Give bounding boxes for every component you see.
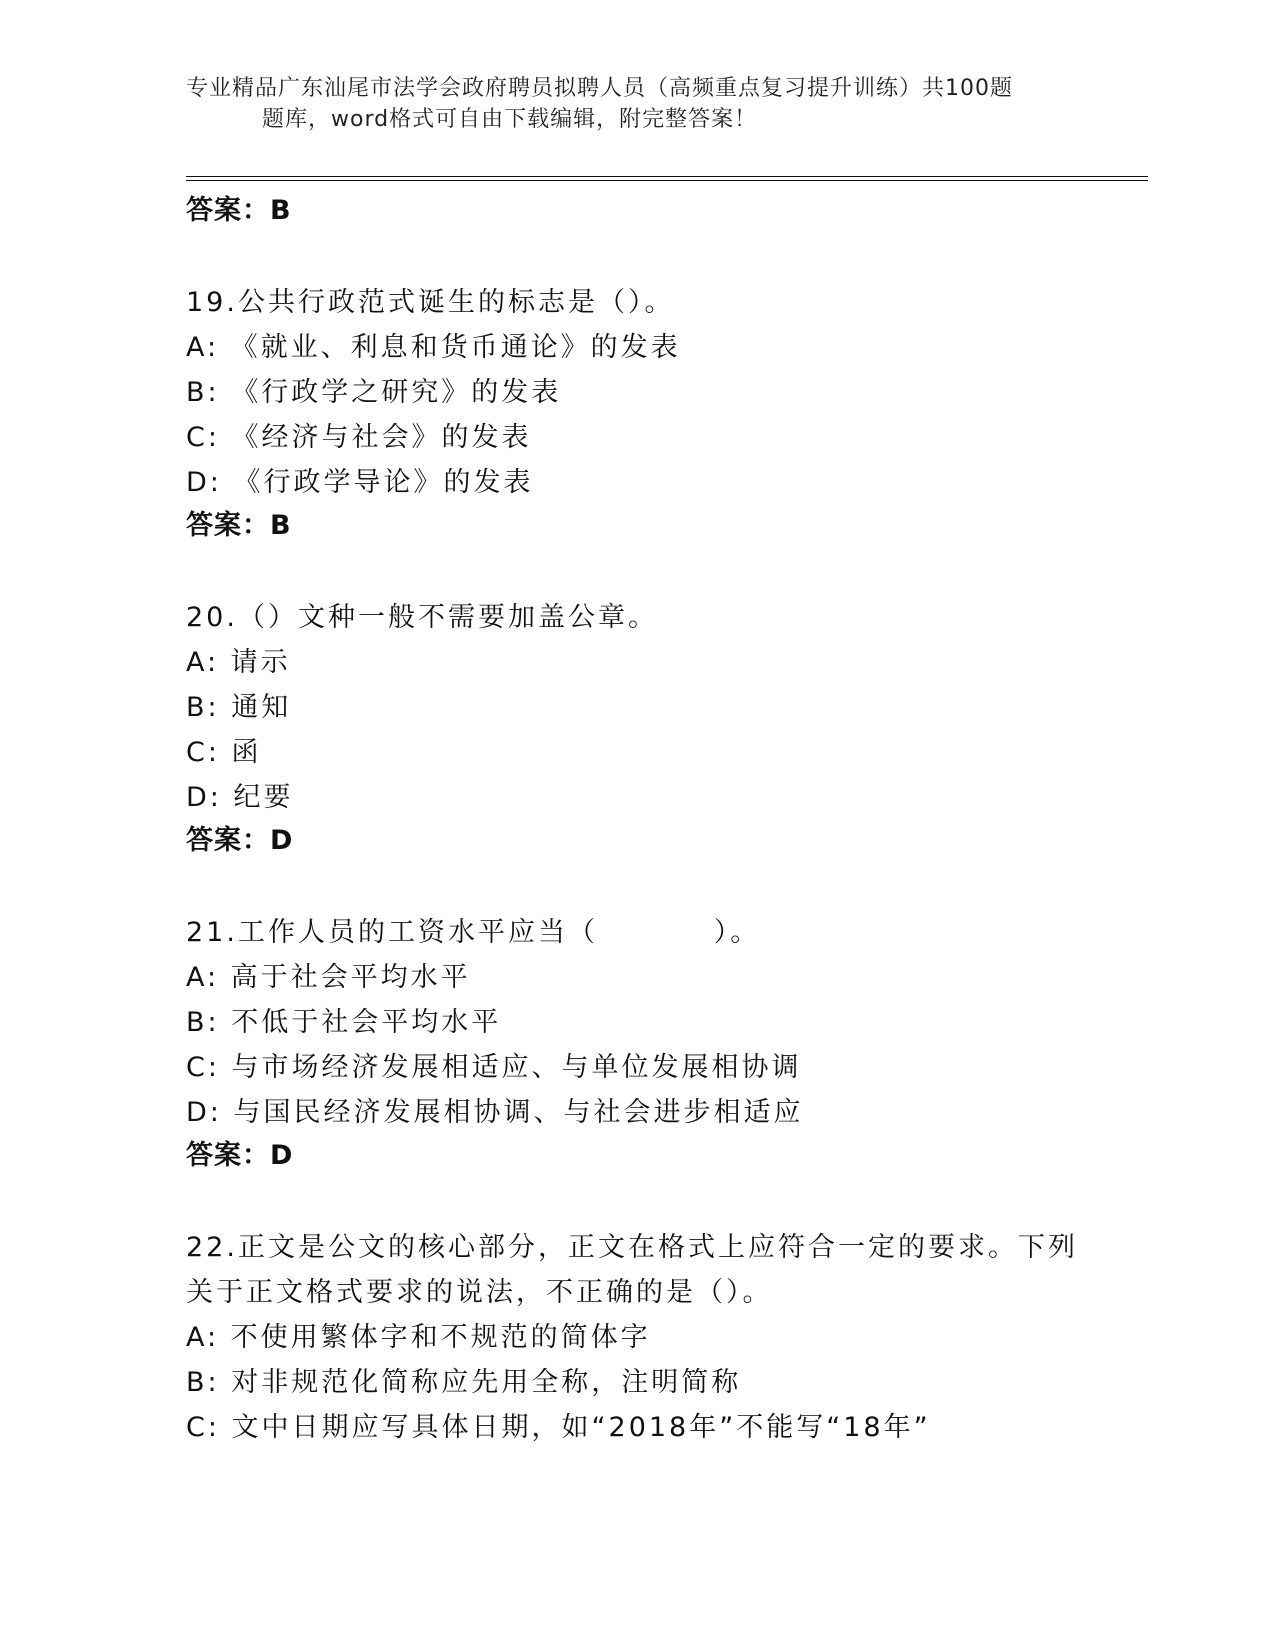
question-answer: 答案：B <box>186 510 292 541</box>
document-header-title <box>186 73 1086 135</box>
option-b: B: 对非规范化简称应先用全称，注明简称 <box>186 1367 742 1398</box>
question-stem: 21.工作人员的工资水平应当（ ）。 <box>186 917 761 948</box>
option-b: B: 《行政学之研究》的发表 <box>186 377 562 408</box>
question-stem: 20.（）文种一般不需要加盖公章。 <box>186 602 658 633</box>
option-b: B: 通知 <box>186 692 292 723</box>
header-title-line2: 题库，word格式可自由下载编辑，附完整答案！ <box>262 107 758 132</box>
option-a: A: 《就业、利息和货币通论》的发表 <box>186 332 681 363</box>
option-a: A: 请示 <box>186 647 291 678</box>
question-19 <box>186 280 1086 547</box>
option-d: D: 与国民经济发展相协调、与社会进步相适应 <box>186 1097 804 1128</box>
question-22 <box>186 1225 1086 1450</box>
question-20 <box>186 595 1086 862</box>
option-b: B: 不低于社会平均水平 <box>186 1007 502 1038</box>
header-title-line1: 专业精品广东汕尾市法学会政府聘员拟聘人员（高频重点复习提升训练）共100题 <box>186 76 1013 101</box>
option-a: A: 不使用繁体字和不规范的简体字 <box>186 1322 651 1353</box>
option-a: A: 高于社会平均水平 <box>186 962 471 993</box>
question-stem: 19.公共行政范式诞生的标志是（）。 <box>186 287 675 318</box>
question-21 <box>186 910 1086 1177</box>
option-d: D: 纪要 <box>186 782 294 813</box>
option-c: C: 与市场经济发展相适应、与单位发展相协调 <box>186 1052 802 1083</box>
document-content <box>186 190 1086 1450</box>
header-double-rule <box>186 176 1148 181</box>
option-c: C: 《经济与社会》的发表 <box>186 422 532 453</box>
option-c: C: 文中日期应写具体日期，如“2018年”不能写“18年” <box>186 1412 931 1443</box>
question-stem: 22.正文是公文的核心部分，正文在格式上应符合一定的要求。下列关于正文格式要求的说法，不正确的是（）。 <box>186 1232 1078 1308</box>
option-d: D: 《行政学导论》的发表 <box>186 467 534 498</box>
question-answer: 答案：D <box>186 825 294 856</box>
previous-answer: 答案：B <box>186 195 292 226</box>
option-c: C: 函 <box>186 737 262 768</box>
question-answer: 答案：D <box>186 1140 294 1171</box>
